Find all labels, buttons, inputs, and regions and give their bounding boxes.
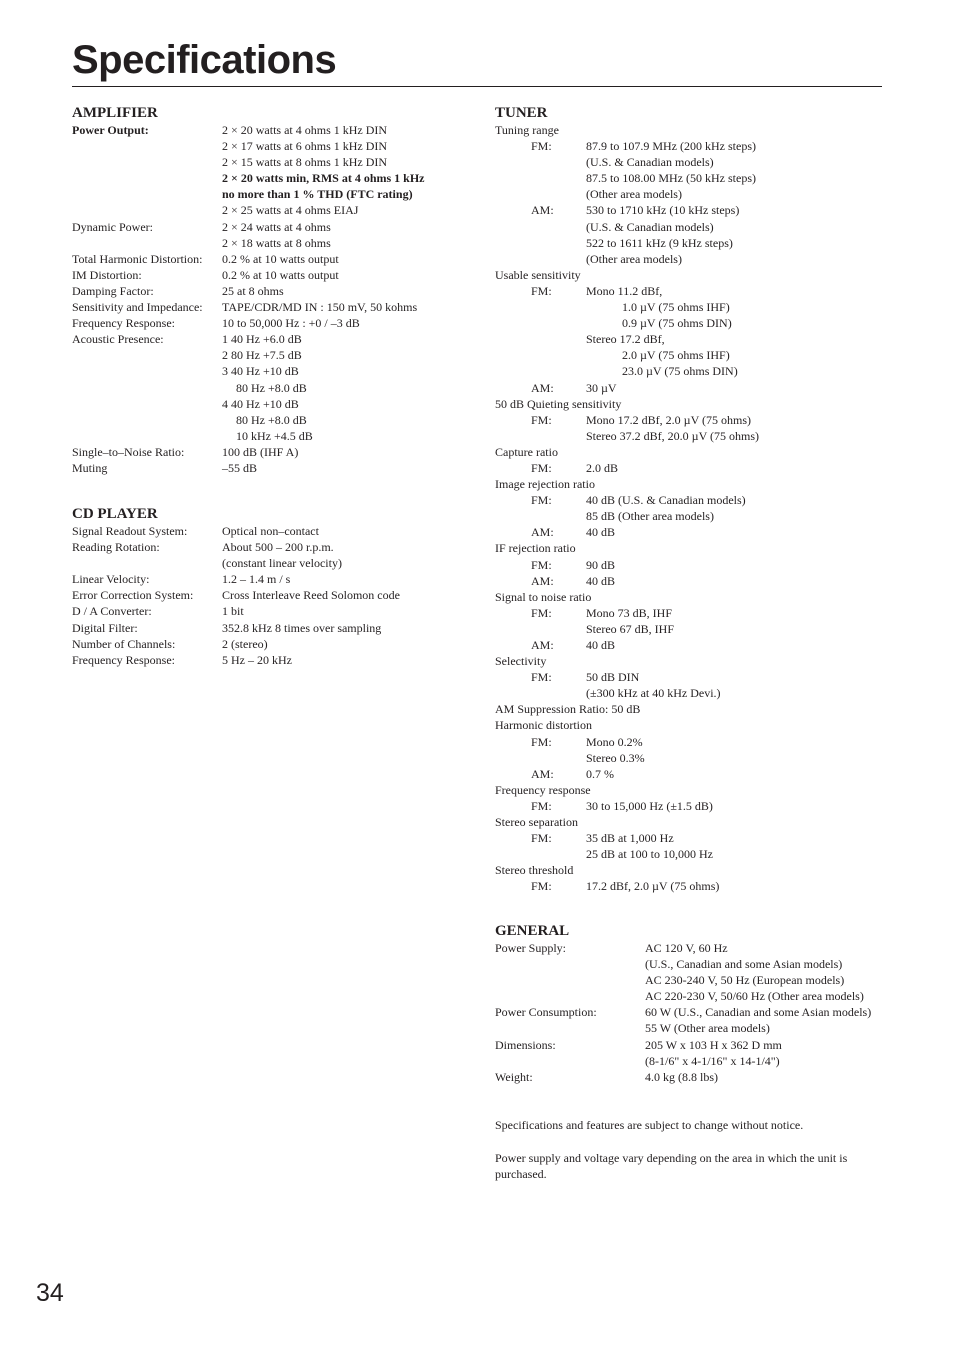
spec-row xyxy=(495,685,885,701)
spec-label: FM: xyxy=(531,412,552,427)
spec-value: (U.S., Canadian and some Asian models) xyxy=(645,957,843,972)
spec-label: Stereo threshold xyxy=(495,863,574,878)
spec-row xyxy=(495,637,885,653)
spec-value: About 500 – 200 r.p.m. xyxy=(222,540,334,555)
spec-label: IF rejection ratio xyxy=(495,541,576,556)
spec-row xyxy=(495,972,890,988)
spec-value: 205 W x 103 H x 362 D mm xyxy=(645,1037,782,1052)
spec-row xyxy=(72,412,472,428)
spec-label: Image rejection ratio xyxy=(495,477,595,492)
spec-value: 85 dB (Other area models) xyxy=(586,509,714,524)
spec-row xyxy=(72,636,472,652)
spec-value: 0.2 % at 10 watts output xyxy=(222,267,339,282)
spec-value: 2.0 µV (75 ohms IHF) xyxy=(622,348,730,363)
spec-label: FM: xyxy=(531,831,552,846)
spec-row xyxy=(495,621,885,637)
spec-row xyxy=(72,444,472,460)
spec-value: (constant linear velocity) xyxy=(222,556,342,571)
spec-row xyxy=(495,331,885,347)
spec-value: AC 220-230 V, 50/60 Hz (Other area models) xyxy=(645,989,864,1004)
spec-label xyxy=(72,412,236,428)
spec-row xyxy=(495,428,885,444)
spec-label: Signal Readout System: xyxy=(72,524,188,538)
spec-value: 25 at 8 ohms xyxy=(222,283,284,298)
spec-value: 2.0 dB xyxy=(586,460,619,475)
tuner-section xyxy=(495,105,885,895)
spec-row xyxy=(72,347,472,363)
spec-label xyxy=(495,956,645,972)
spec-label: FM: xyxy=(531,557,552,572)
spec-value: 87.5 to 108.00 MHz (50 kHz steps) xyxy=(586,171,756,186)
spec-label xyxy=(72,396,222,412)
amplifier-rows xyxy=(72,122,472,476)
spec-row xyxy=(72,219,472,235)
spec-label: Selectivity xyxy=(495,654,547,669)
spec-row xyxy=(72,571,472,587)
spec-row xyxy=(72,555,472,571)
spec-row xyxy=(495,1037,890,1053)
spec-label xyxy=(495,621,586,637)
spec-row xyxy=(72,587,472,603)
spec-value: Cross Interleave Reed Solomon code xyxy=(222,588,400,603)
spec-row xyxy=(495,202,885,218)
spec-label xyxy=(72,347,222,363)
spec-label: D / A Converter: xyxy=(72,604,152,619)
spec-row xyxy=(495,138,885,154)
spec-label: FM: xyxy=(531,605,552,620)
cd-player-section xyxy=(72,506,472,668)
spec-label xyxy=(495,363,622,379)
spec-label: AM: xyxy=(531,766,554,781)
page-number: 34 xyxy=(36,1279,64,1307)
spec-value: (U.S. & Canadian models) xyxy=(586,219,714,234)
spec-label xyxy=(495,251,586,267)
spec-label xyxy=(495,154,586,170)
spec-value: Optical non–contact xyxy=(222,524,319,538)
spec-row xyxy=(495,154,885,170)
spec-label: Weight: xyxy=(495,1069,533,1084)
general-section xyxy=(495,923,890,1085)
spec-value: (8-1/6" x 4-1/16" x 14-1/4") xyxy=(645,1053,780,1068)
spec-row xyxy=(495,830,885,846)
spec-label xyxy=(72,380,236,396)
spec-value: 2 × 15 watts at 8 ohms 1 kHz DIN xyxy=(222,155,388,170)
spec-value: 2 × 17 watts at 6 ohms 1 kHz DIN xyxy=(222,139,388,154)
spec-label xyxy=(495,170,586,186)
spec-value: –55 dB xyxy=(222,460,258,475)
spec-value: AC 120 V, 60 Hz xyxy=(645,941,728,955)
spec-row xyxy=(495,557,885,573)
spec-row xyxy=(72,539,472,555)
spec-label: Frequency response xyxy=(495,782,591,797)
spec-value: 530 to 1710 kHz (10 kHz steps) xyxy=(586,203,740,218)
spec-label xyxy=(495,219,586,235)
spec-value: 17.2 dBf, 2.0 µV (75 ohms) xyxy=(586,879,720,894)
spec-label: Power Supply: xyxy=(495,941,567,955)
spec-group-label xyxy=(495,782,885,798)
spec-label: Dimensions: xyxy=(495,1037,556,1052)
spec-value: Stereo 17.2 dBf, xyxy=(586,332,665,347)
spec-group-label xyxy=(495,717,885,733)
spec-value: Stereo 0.3% xyxy=(586,750,645,765)
spec-value: Mono 11.2 dBf, xyxy=(586,283,663,298)
spec-value: 0.7 % xyxy=(586,766,614,781)
spec-row xyxy=(72,331,472,347)
spec-label: FM: xyxy=(531,798,552,813)
spec-row xyxy=(72,251,472,267)
spec-label: FM: xyxy=(531,670,552,685)
cd-player-heading: CD PLAYER xyxy=(72,506,158,522)
spec-value: TAPE/CDR/MD IN : 150 mV, 50 kohms xyxy=(222,300,418,315)
spec-value: 352.8 kHz 8 times over sampling xyxy=(222,620,382,635)
spec-label: FM: xyxy=(531,139,552,154)
spec-row xyxy=(72,154,472,170)
spec-value: 60 W (U.S., Canadian and some Asian models) xyxy=(645,1005,872,1020)
spec-value: 90 dB xyxy=(586,557,616,572)
spec-row xyxy=(495,219,885,235)
spec-label xyxy=(495,315,622,331)
spec-value: Stereo 37.2 dBf, 20.0 µV (75 ohms) xyxy=(586,428,760,443)
spec-value: (±300 kHz at 40 kHz Devi.) xyxy=(586,686,721,701)
amplifier-heading: AMPLIFIER xyxy=(72,105,158,121)
power-notice: Power supply and voltage vary depending on the area in which the unit is purchased. xyxy=(495,1151,848,1182)
spec-row xyxy=(495,1069,890,1085)
spec-row xyxy=(495,492,885,508)
spec-group-label xyxy=(495,701,885,717)
spec-row xyxy=(495,363,885,379)
spec-label xyxy=(495,235,586,251)
spec-label xyxy=(495,299,622,315)
spec-group-label xyxy=(495,267,885,283)
spec-row xyxy=(495,524,885,540)
spec-row xyxy=(72,363,472,379)
spec-row xyxy=(495,347,885,363)
spec-value: 40 dB xyxy=(586,573,616,588)
general-heading: GENERAL xyxy=(495,923,570,939)
spec-label xyxy=(72,363,222,379)
spec-label: Frequency Response: xyxy=(72,316,175,331)
spec-value: 2 × 20 watts min, RMS at 4 ohms 1 kHz xyxy=(222,171,425,186)
spec-row xyxy=(72,396,472,412)
spec-row xyxy=(495,380,885,396)
spec-value: 10 to 50,000 Hz : +0 / –3 dB xyxy=(222,316,360,331)
spec-label: Sensitivity and Impedance: xyxy=(72,300,203,315)
spec-label xyxy=(495,186,586,202)
spec-row xyxy=(495,573,885,589)
spec-value: 40 dB xyxy=(586,638,616,652)
spec-row xyxy=(72,283,472,299)
spec-value: 30 µV xyxy=(586,380,617,395)
spec-label: FM: xyxy=(531,460,552,475)
spec-value: (Other area models) xyxy=(586,251,682,266)
spec-value: 2 × 18 watts at 8 ohms xyxy=(222,235,331,250)
spec-row xyxy=(72,315,472,331)
spec-label: Signal to noise ratio xyxy=(495,589,592,604)
spec-label: Digital Filter: xyxy=(72,620,138,635)
spec-row xyxy=(72,170,472,186)
spec-label: AM: xyxy=(531,573,554,588)
spec-value: (U.S. & Canadian models) xyxy=(586,155,714,170)
spec-label: 50 dB Quieting sensitivity xyxy=(495,396,622,411)
spec-label: Stereo separation xyxy=(495,815,578,830)
spec-label: Reading Rotation: xyxy=(72,540,160,555)
spec-value: 1.2 – 1.4 m / s xyxy=(222,572,291,587)
spec-row xyxy=(495,988,890,1004)
spec-row xyxy=(495,940,890,956)
spec-row xyxy=(495,460,885,476)
spec-value: 2 × 20 watts at 4 ohms 1 kHz DIN xyxy=(222,123,388,137)
spec-value: 100 dB (IHF A) xyxy=(222,444,299,459)
spec-value: 5 Hz – 20 kHz xyxy=(222,652,292,667)
spec-row xyxy=(495,1004,890,1020)
spec-row xyxy=(72,603,472,619)
spec-label xyxy=(72,186,222,202)
spec-label xyxy=(495,972,645,988)
spec-label xyxy=(72,235,222,251)
spec-value: 23.0 µV (75 ohms DIN) xyxy=(622,364,738,379)
spec-value: 2 (stereo) xyxy=(222,636,268,651)
spec-label xyxy=(72,170,222,186)
spec-row xyxy=(495,299,885,315)
spec-value: Mono 17.2 dBf, 2.0 µV (75 ohms) xyxy=(586,412,752,427)
general-rows xyxy=(495,940,890,1085)
spec-value: 2 × 24 watts at 4 ohms xyxy=(222,219,331,234)
spec-group-label xyxy=(495,540,885,556)
spec-value: Mono 0.2% xyxy=(586,734,643,749)
spec-group-label xyxy=(495,122,885,138)
spec-label xyxy=(72,202,222,218)
spec-label: FM: xyxy=(531,283,552,298)
spec-label xyxy=(495,750,586,766)
spec-value: AC 230-240 V, 50 Hz (European models) xyxy=(645,973,845,988)
spec-label xyxy=(72,138,222,154)
spec-label xyxy=(495,685,586,701)
spec-label: Usable sensitivity xyxy=(495,267,581,282)
spec-label: AM Suppression Ratio: 50 dB xyxy=(495,702,641,717)
spec-row xyxy=(72,428,472,444)
spec-row xyxy=(72,235,472,251)
spec-label: Damping Factor: xyxy=(72,283,154,298)
spec-row xyxy=(72,620,472,636)
spec-value: Stereo 67 dB, IHF xyxy=(586,621,674,636)
cd-player-rows xyxy=(72,523,472,668)
spec-label: Total Harmonic Distortion: xyxy=(72,251,203,266)
spec-row xyxy=(495,235,885,251)
spec-row xyxy=(495,412,885,428)
spec-value: 87.9 to 107.9 MHz (200 kHz steps) xyxy=(586,139,756,154)
spec-row xyxy=(72,202,472,218)
spec-row xyxy=(495,1053,890,1069)
spec-value: 1.0 µV (75 ohms IHF) xyxy=(622,300,730,315)
spec-row xyxy=(495,750,885,766)
spec-label xyxy=(72,154,222,170)
spec-group-label xyxy=(495,814,885,830)
spec-label: AM: xyxy=(531,380,554,395)
spec-value: 40 dB (U.S. & Canadian models) xyxy=(586,493,746,508)
spec-label xyxy=(495,846,586,862)
spec-group-label xyxy=(495,444,885,460)
page-title: Specifications xyxy=(72,38,337,82)
spec-value: no more than 1 % THD (FTC rating) xyxy=(222,187,413,202)
spec-row xyxy=(72,523,472,539)
spec-value: 1 bit xyxy=(222,604,244,619)
spec-label: IM Distortion: xyxy=(72,267,142,282)
spec-label: Dynamic Power: xyxy=(72,219,153,234)
spec-value: 80 Hz +8.0 dB xyxy=(236,412,307,427)
tuner-rows xyxy=(495,122,885,895)
spec-label: Error Correction System: xyxy=(72,588,194,603)
spec-label: Tuning range xyxy=(495,123,559,137)
spec-row xyxy=(495,798,885,814)
spec-value: 3 40 Hz +10 dB xyxy=(222,364,299,379)
spec-value: 0.2 % at 10 watts output xyxy=(222,251,339,266)
change-notice: Specifications and features are subject to change without notice. xyxy=(495,1118,804,1132)
spec-row xyxy=(495,315,885,331)
spec-label: FM: xyxy=(531,493,552,508)
spec-row xyxy=(72,122,472,138)
spec-group-label xyxy=(495,653,885,669)
spec-row xyxy=(72,652,472,668)
spec-row xyxy=(495,186,885,202)
spec-row xyxy=(495,766,885,782)
spec-label: Single–to–Noise Ratio: xyxy=(72,444,185,459)
spec-row xyxy=(495,956,890,972)
spec-label: Muting xyxy=(72,460,108,475)
spec-group-label xyxy=(495,862,885,878)
spec-label: Power Output: xyxy=(72,123,149,137)
spec-row xyxy=(72,138,472,154)
spec-value: 2 80 Hz +7.5 dB xyxy=(222,348,302,363)
spec-label: Number of Channels: xyxy=(72,636,176,651)
spec-label xyxy=(495,508,586,524)
spec-value: 2 × 25 watts at 4 ohms EIAJ xyxy=(222,203,359,218)
amplifier-section xyxy=(72,105,472,476)
spec-label xyxy=(495,347,622,363)
spec-row xyxy=(495,508,885,524)
spec-label: AM: xyxy=(531,638,554,652)
spec-label xyxy=(495,988,645,1004)
spec-row xyxy=(495,605,885,621)
spec-row xyxy=(72,186,472,202)
spec-row xyxy=(495,251,885,267)
spec-group-label xyxy=(495,396,885,412)
spec-label: Acoustic Presence: xyxy=(72,332,164,347)
spec-label: FM: xyxy=(531,734,552,749)
spec-row xyxy=(495,1020,890,1036)
spec-label: AM: xyxy=(531,525,554,540)
spec-value: Mono 73 dB, IHF xyxy=(586,605,673,620)
spec-value: 80 Hz +8.0 dB xyxy=(236,380,307,395)
spec-label: Harmonic distortion xyxy=(495,718,592,733)
spec-value: 50 dB DIN xyxy=(586,670,640,685)
spec-label: Power Consumption: xyxy=(495,1005,597,1020)
spec-label xyxy=(495,1053,645,1069)
spec-row xyxy=(72,460,472,476)
spec-value: 4.0 kg (8.8 lbs) xyxy=(645,1069,718,1084)
spec-row xyxy=(72,267,472,283)
spec-row xyxy=(72,299,472,315)
spec-value: 25 dB at 100 to 10,000 Hz xyxy=(586,847,713,862)
tuner-heading: TUNER xyxy=(495,105,548,121)
spec-row xyxy=(495,734,885,750)
spec-group-label xyxy=(495,476,885,492)
spec-label: AM: xyxy=(531,203,554,218)
spec-row xyxy=(495,878,885,894)
spec-value: (Other area models) xyxy=(586,187,682,202)
spec-label: Frequency Response: xyxy=(72,652,175,667)
spec-row xyxy=(495,283,885,299)
title-rule xyxy=(72,86,882,87)
spec-value: 35 dB at 1,000 Hz xyxy=(586,831,674,846)
spec-value: 40 dB xyxy=(586,525,616,540)
spec-label xyxy=(72,555,222,571)
spec-value: 55 W (Other area models) xyxy=(645,1021,770,1036)
spec-label: Linear Velocity: xyxy=(72,572,150,587)
spec-value: 522 to 1611 kHz (9 kHz steps) xyxy=(586,235,733,250)
spec-row xyxy=(495,669,885,685)
spec-label xyxy=(495,1020,645,1036)
spec-label: Capture ratio xyxy=(495,444,558,459)
spec-value: 1 40 Hz +6.0 dB xyxy=(222,332,302,347)
spec-label: FM: xyxy=(531,879,552,894)
spec-group-label xyxy=(495,589,885,605)
spec-value: 30 to 15,000 Hz (±1.5 dB) xyxy=(586,798,713,813)
spec-label xyxy=(72,428,236,444)
spec-value: 10 kHz +4.5 dB xyxy=(236,428,313,443)
spec-row xyxy=(495,846,885,862)
spec-value: 4 40 Hz +10 dB xyxy=(222,396,299,411)
spec-row xyxy=(495,170,885,186)
spec-label xyxy=(495,428,586,444)
spec-value: 0.9 µV (75 ohms DIN) xyxy=(622,316,732,331)
spec-label xyxy=(495,331,586,347)
spec-row xyxy=(72,380,472,396)
